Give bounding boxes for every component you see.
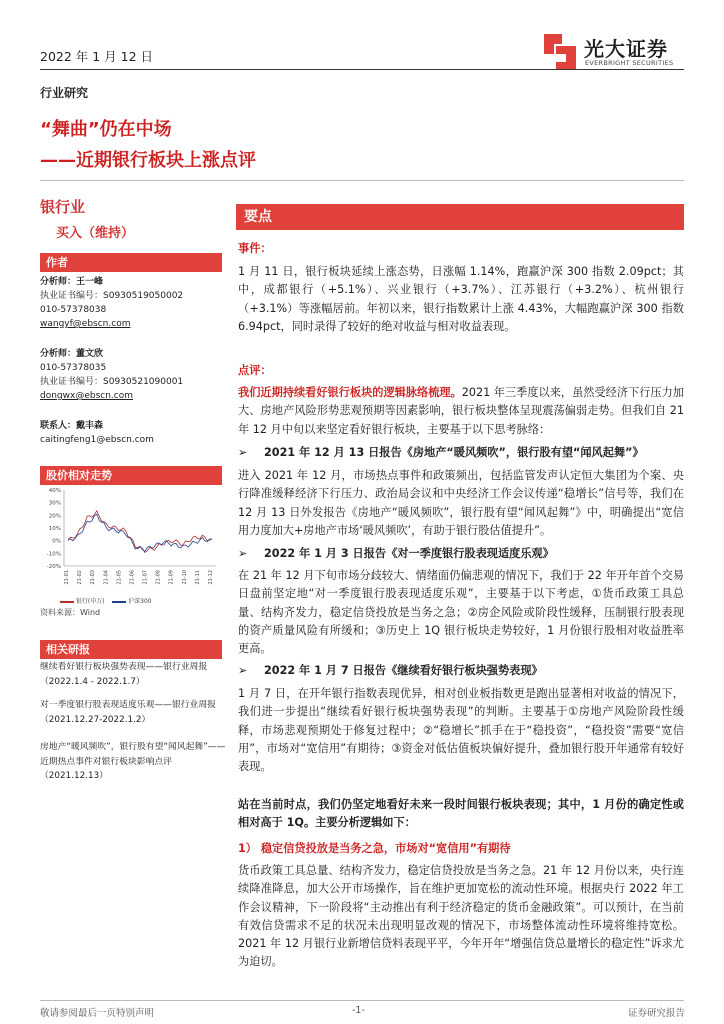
author-block-1: [40, 275, 183, 331]
company-logo: [540, 30, 700, 74]
paragraph-4: 1 月 7 日，在开年银行指数表现优异，相对创业板指数更是跑出显著相对收益的情况下，我们进一步提出“继续看好银行板块强势表现”的判断。主要基于①房地产风险阶段性缓释，市场悲观预期处于修复过程中；②“稳增长”抓手在于“稳投资”，“稳投资”需要“宽信用”，市场对“宽信用”有期待；③资金对低估值板块偏好提升，叠加银行股开年通常有较好表现。: [238, 687, 684, 774]
bullet-1-text: 2021 年 12 月 13 日报告《房地产“暖风频吹”，银行股有望“闻风起舞”》: [264, 446, 644, 459]
footer-disclaimer: 敬请参阅最后一页特别声明: [40, 1008, 155, 1019]
logo-english: EVERBRIGHT SECURITIES: [585, 59, 674, 67]
x-tick-label: 21-02: [77, 570, 84, 585]
heading-1: 1） 稳定信贷投放是当务之急，市场对“宽信用”有期待: [238, 842, 511, 855]
x-tick-label: 21-12: [208, 570, 214, 585]
chart-source: 资料来源：Wind: [40, 608, 101, 617]
bullet-arrow-icon: ➢: [238, 547, 248, 560]
comment-label: 点评：: [238, 364, 272, 377]
x-tick-label: 21-05: [116, 570, 123, 585]
bullet-arrow-icon: ➢: [238, 664, 248, 677]
logo-name: 光大证券: [584, 37, 668, 61]
bullet-3: [238, 662, 684, 680]
logo-mark-icon: [540, 30, 580, 74]
paragraph-1-body: 2021 年三季度以来，虽然受经济下行压力加大、房地产风险形势悲观预期等因素影响，银行板块整体呈现震荡偏弱走势。但我们自 21 年 12 月中旬以来坚定看好银行板块，主要基于以下思考脉络：: [238, 386, 684, 436]
paragraph-5: 站在当前时点，我们仍坚定地看好未来一段时间银行板块表现；其中，1 月份的确定性或相对高于 1Q。主要分析逻辑如下：: [238, 798, 684, 830]
analyst1-email[interactable]: wangyf@ebscn.com: [40, 319, 131, 329]
report-subtitle: ——近期银行板块上涨点评: [40, 150, 256, 171]
analyst1-cert: 执业证书编号：S0930519050002: [40, 291, 184, 301]
footer-divider: [40, 1000, 684, 1001]
legend-swatch-hs300: [112, 601, 126, 603]
contact-email: caitingfeng1@ebscn.com: [40, 435, 154, 445]
title-divider: [40, 180, 684, 181]
stock-chart-svg: [40, 484, 222, 594]
x-tick-label: 21-01: [64, 570, 70, 585]
legend-hs300: 沪深300: [128, 598, 152, 605]
y-tick-label: 40%: [48, 488, 61, 494]
related-section-header: 相关研报: [40, 640, 222, 659]
author-section-header: 作者: [40, 253, 222, 272]
paragraph-1-lead: 我们近期持续看好银行板块的逻辑脉络梳理。: [238, 386, 462, 399]
report-type: 行业研究: [40, 86, 89, 100]
x-tick-label: 21-07: [142, 570, 149, 585]
x-tick-label: 21-08: [155, 570, 162, 585]
footer-report-type: 证券研究报告: [628, 1008, 686, 1019]
analyst2-email[interactable]: dongwx@ebscn.com: [40, 391, 133, 401]
x-tick-label: 21-04: [103, 570, 110, 585]
chart-section-header: 股价相对走势: [40, 466, 222, 485]
bullet-2-text: 2022 年 1 月 3 日报告《对一季度银行股表现适度乐观》: [264, 547, 554, 560]
event-text: 1 月 11 日，银行板块延续上涨态势，日涨幅 1.14%，跑赢沪深 300 指数 2.09pct；其中，成都银行（+5.1%）、兴业银行（+3.7%）、江苏银行（+3.2%）、杭州银行（+3.1%）等涨幅居前。年初以来，银行指数累计上涨 4.43%，大幅跑赢沪深 300 指数 6.94pct，同时录得了较好的绝对收益与相对收益表现。: [238, 265, 684, 333]
x-tick-label: 21-10: [181, 570, 188, 585]
bullet-3-text: 2022 年 1 月 7 日报告《继续看好银行板块强势表现》: [264, 664, 543, 677]
page-number: -1-: [352, 1005, 365, 1016]
analyst2-cert: 执业证书编号：S0930521090001: [40, 377, 184, 387]
y-tick-label: 30%: [48, 500, 61, 507]
related-report-2[interactable]: 对一季度银行股表现适度乐观——银行业周报（2021.12.27-2022.1.2）: [40, 700, 216, 725]
legend-swatch-bank: [60, 601, 74, 603]
y-tick-label: -10%: [46, 551, 61, 558]
report-title: “舞曲”仍在中场: [40, 119, 172, 140]
contact-name: 联系人：戴丰森: [40, 421, 104, 431]
bullet-1: [238, 444, 684, 462]
chart-legend: [60, 596, 152, 605]
industry-label: 银行业: [40, 198, 86, 216]
y-tick-label: 20%: [48, 513, 61, 520]
x-tick-label: 21-03: [90, 570, 97, 585]
paragraph-2: 进入 2021 年 12 月，市场热点事件和政策频出，包括监管发声认定恒大集团为个案、央行降准缓释经济下行压力、政治局会议和中央经济工作会议传递“稳增长”信号等，我们在 12 月 13 日外发报告《房地产“暖风频吹”，银行股有望“闻风起舞”》中，明确提出“宽信用力度加大+房地产市场‘暖风频吹’，有助于银行股估值提升”。: [238, 469, 684, 537]
x-tick-label: 21-11: [194, 570, 201, 585]
paragraph-3: 在 21 年 12 月下旬市场分歧较大、情绪面仍偏悲观的情况下，我们于 22 年开年首个交易日盘前坚定地“对一季度银行股表现适度乐观”，主要基于以下考虑，①货币政策工具总量、结构齐发力，稳定信贷投放是当务之急；②房企风险或阶段性缓释，压制银行股表现的资产质量风险有所缓和；③历史上 1Q 银行板块走势较好，1 月份银行股相对收益胜率更高。: [238, 569, 684, 656]
y-tick-label: 0%: [52, 538, 61, 545]
related-report-3[interactable]: 房地产“暖风频吹”，银行股有望“闻风起舞”——近期热点事件对银行板块影响点评（2021.12.13）: [40, 742, 226, 781]
author-block-2: [40, 347, 183, 403]
bullet-arrow-icon: ➢: [238, 446, 248, 459]
keypoints-header: 要点: [236, 204, 684, 230]
analyst2-name: 分析师：董文欣: [40, 349, 104, 359]
event-label: 事件：: [238, 242, 272, 255]
legend-bank: 银行(申万): [75, 598, 105, 605]
analyst1-phone: 010-57378038: [40, 305, 107, 315]
stock-chart: [40, 484, 222, 594]
y-tick-label: 10%: [48, 526, 61, 532]
rating-label: 买入（维持）: [56, 226, 135, 241]
paragraph-1: [238, 384, 684, 439]
x-tick-label: 21-06: [129, 570, 136, 585]
analyst1-name: 分析师：王一峰: [40, 277, 104, 287]
analyst2-phone: 010-57378035: [40, 363, 107, 373]
contact-block: [40, 419, 154, 447]
x-tick-label: 21-09: [168, 570, 175, 585]
bullet-2: [238, 545, 684, 563]
y-tick-label: -20%: [46, 564, 61, 570]
header-divider: [40, 69, 684, 70]
related-report-1[interactable]: 继续看好银行板块强势表现——银行业周报（2022.1.4 - 2022.1.7）: [40, 662, 208, 687]
paragraph-6: 货币政策工具总量、结构齐发力，稳定信贷投放是当务之急。21 年 12 月份以来，央行连续降准降息，加大公开市场操作，旨在维护更加宽松的流动性环境。根据央行 2022 年工作会议精神，下一阶段将“主动推出有利于经济稳定的货币金融政策”。可以预计，在当前有效信贷需求不足的状况未出现明显改观的情况下，市场整体流动性环境将维持宽松。2021 年 12 月银行业新增信贷料表现平平，今年开年“增强信贷总量增长的稳定性”诉求尤为迫切。: [238, 864, 684, 969]
report-date: 2022 年 1 月 12 日: [40, 49, 154, 64]
series-line-hs300: [68, 514, 212, 551]
